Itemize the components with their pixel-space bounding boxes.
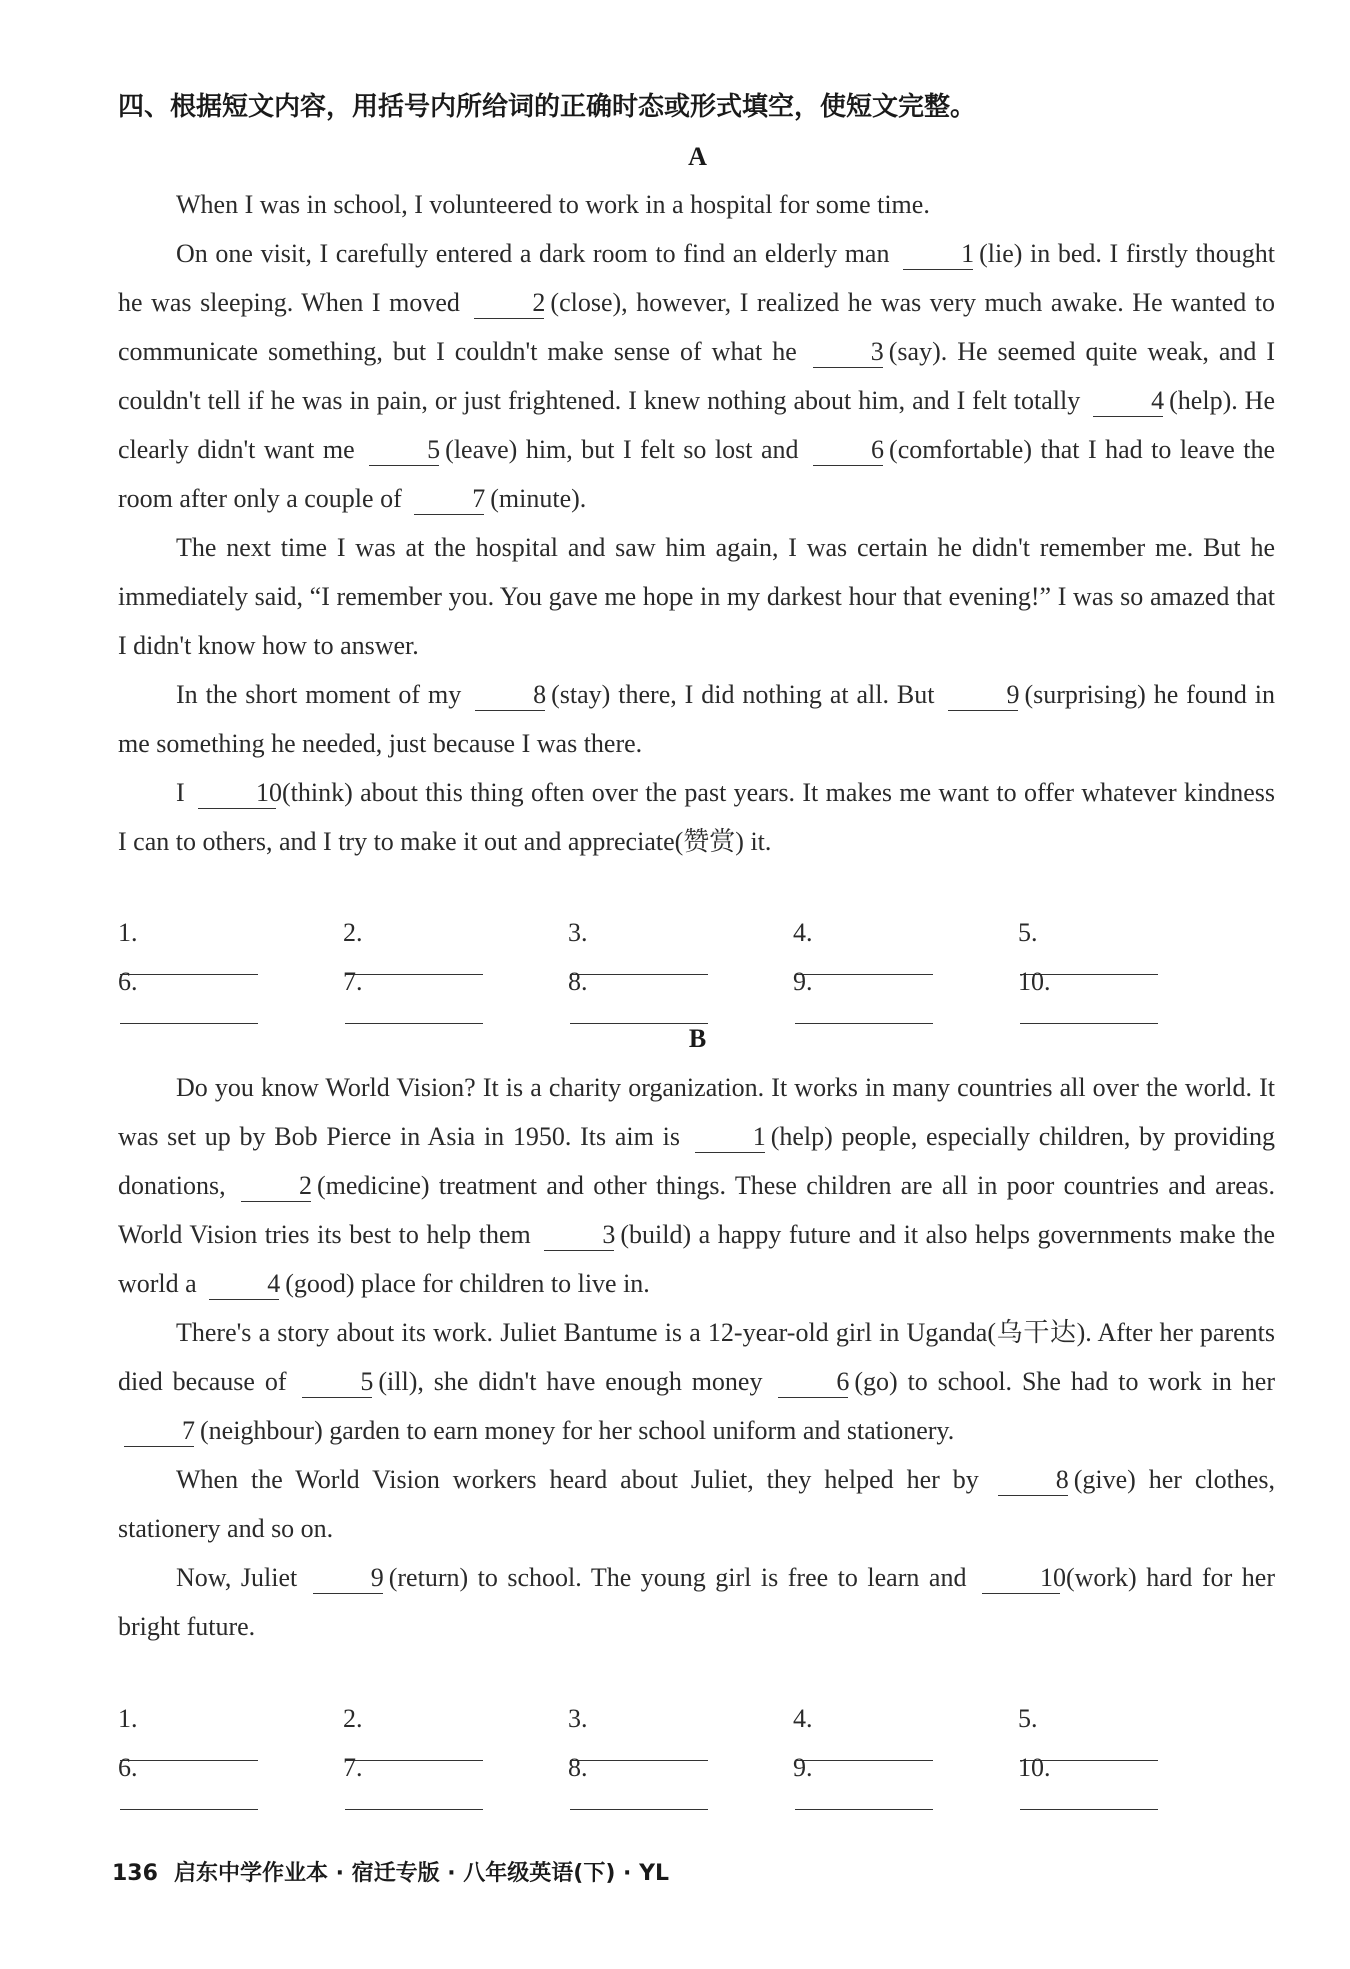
blank-number: 6 [778, 1367, 848, 1398]
answer-line[interactable] [1020, 1783, 1158, 1810]
passage-text: (go) to school. She had to work in her [854, 1367, 1275, 1396]
paragraph [118, 670, 1275, 768]
answer-item [1018, 967, 1158, 1031]
passage-text: (minute). [490, 484, 587, 513]
passage-text: (stay) there, I did nothing at all. But [551, 680, 943, 709]
passage-text: (lie) in bed. I firstly thought he was sleeping. When I moved [118, 239, 1275, 317]
paragraph [118, 180, 1275, 229]
answer-item [118, 1753, 258, 1817]
section-a-title: A [688, 142, 707, 171]
passage-a [118, 180, 1275, 866]
answer-number: 8. [568, 967, 588, 996]
answer-item [343, 1753, 483, 1817]
answer-item [343, 967, 483, 1031]
answer-number: 9. [793, 967, 813, 996]
blank-number: 3 [813, 337, 883, 368]
exercise-heading: 四、根据短文内容，用括号内所给词的正确时态或形式填空，使短文完整。 [118, 92, 977, 122]
page-footer [112, 1856, 669, 1887]
answer-number: 2. [343, 918, 363, 947]
blank-number: 5 [302, 1367, 372, 1398]
blank-number: 2 [474, 288, 544, 319]
passage-text: (close), however, I realized he was very much awake. He wanted to communicate something, but I couldn't make sense of what he [118, 288, 1275, 366]
passage-text: (help) people, especially children, by providing donations, [118, 1122, 1276, 1200]
passage-text: (work) hard for her bright future. [118, 1563, 1275, 1641]
answer-number: 9. [793, 1753, 813, 1782]
passage-text: (good) place for children to live in. [285, 1269, 650, 1298]
blank-number: 5 [369, 435, 439, 466]
blank-number: 2 [241, 1171, 311, 1202]
passage-text: (surprising) he found in me something he needed, just because I was there. [118, 680, 1276, 758]
blank-number: 8 [998, 1465, 1068, 1496]
blank-number: 10 [982, 1563, 1060, 1594]
answer-number: 10. [1018, 967, 1051, 996]
answer-line[interactable] [1020, 997, 1158, 1024]
answer-line[interactable] [345, 997, 483, 1024]
answer-number: 5. [1018, 1704, 1038, 1733]
answer-number: 2. [343, 1704, 363, 1733]
passage-text: (comfortable) that I had to leave the room after only a couple of [118, 435, 1275, 513]
answer-number: 8. [568, 1753, 588, 1782]
answer-line[interactable] [795, 1783, 933, 1810]
blank-number: 7 [414, 484, 484, 515]
answer-number: 4. [793, 918, 813, 947]
paragraph [118, 1063, 1275, 1308]
paragraph [118, 1455, 1275, 1553]
answer-line[interactable] [120, 1783, 258, 1810]
blank-number: 6 [813, 435, 883, 466]
passage-text: (ill), she didn't have enough money [378, 1367, 773, 1396]
passage-b [118, 1063, 1275, 1651]
blank-number: 4 [1093, 386, 1163, 417]
answer-number: 6. [118, 1753, 138, 1782]
passage-text: (neighbour) garden to earn money for her school uniform and stationery. [200, 1416, 955, 1445]
answer-item [793, 1753, 933, 1817]
answer-number: 1. [118, 918, 138, 947]
answer-number: 3. [568, 918, 588, 947]
answer-number: 10. [1018, 1753, 1051, 1782]
answer-item [118, 967, 258, 1031]
passage-text: When the World Vision workers heard about Juliet, they helped her by [176, 1465, 992, 1494]
answer-line[interactable] [345, 1783, 483, 1810]
blank-number: 8 [475, 680, 545, 711]
blank-number: 9 [948, 680, 1018, 711]
blank-number: 10 [198, 778, 276, 809]
passage-text: On one visit, I carefully entered a dark room to find an elderly man [176, 239, 898, 268]
passage-text: In the short moment of my [176, 680, 470, 709]
blank-number: 1 [695, 1122, 765, 1153]
answer-number: 1. [118, 1704, 138, 1733]
page-number: 136 [112, 1861, 158, 1886]
passage-text: The next time I was at the hospital and saw him again, I was certain he didn't remember me. But he immediately said, “I remember you. You gave me hope in my darkest hour that evening!” I was so amazed that I didn't know how to answer. [118, 533, 1275, 660]
blank-number: 3 [544, 1220, 614, 1251]
passage-text: Now, Juliet [176, 1563, 307, 1592]
answer-number: 5. [1018, 918, 1038, 947]
blank-number: 4 [209, 1269, 279, 1300]
answer-number: 6. [118, 967, 138, 996]
passage-text: There's a story about its work. Juliet Bantume is a 12-year-old girl in Uganda(乌干达). After her parents died because of [118, 1318, 1275, 1396]
passage-text: (build) a happy future and it also helps governments make the world a [118, 1220, 1276, 1298]
paragraph [118, 768, 1275, 866]
passage-text: Do you know World Vision? It is a charity organization. It works in many countries all over the world. It was set up by Bob Pierce in Asia in 1950. Its aim is [118, 1073, 1275, 1151]
answer-item [568, 1753, 708, 1817]
answer-item [1018, 1753, 1158, 1817]
answer-item [568, 967, 708, 1031]
answer-item [793, 967, 933, 1031]
answer-number: 7. [343, 967, 363, 996]
passage-text: (say). He seemed quite weak, and I couldn't tell if he was in pain, or just frightened. I knew nothing about him, and I felt totally [118, 337, 1276, 415]
passage-text: When I was in school, I volunteered to work in a hospital for some time. [176, 190, 930, 219]
paragraph [118, 1553, 1275, 1651]
blank-number: 7 [124, 1416, 194, 1447]
answer-line[interactable] [570, 997, 708, 1024]
answer-line[interactable] [795, 997, 933, 1024]
passage-text: (return) to school. The young girl is free to learn and [388, 1563, 976, 1592]
answer-line[interactable] [570, 1783, 708, 1810]
blank-number: 9 [313, 1563, 383, 1594]
paragraph [118, 523, 1275, 670]
answer-number: 7. [343, 1753, 363, 1782]
passage-text: I [176, 778, 193, 807]
book-title: 启东中学作业本 · 宿迁专版 · 八年级英语(下) · YL [173, 1861, 670, 1886]
paragraph [118, 1308, 1275, 1455]
passage-text: (medicine) treatment and other things. These children are all in poor countries and areas. World Vision tries its best to help them [118, 1171, 1276, 1249]
answer-number: 4. [793, 1704, 813, 1733]
blank-number: 1 [903, 239, 973, 270]
passage-text: (leave) him, but I felt so lost and [445, 435, 808, 464]
passage-text: (help). He clearly didn't want me [118, 386, 1275, 464]
answer-line[interactable] [120, 997, 258, 1024]
passage-text: (think) about this thing often over the past years. It makes me want to offer whatever kindness I can to others, and I try to make it out and appreciate(赞赏) it. [118, 778, 1275, 856]
section-b-title: B [688, 1024, 707, 1053]
answer-number: 3. [568, 1704, 588, 1733]
paragraph [118, 229, 1275, 523]
passage-text: (give) her clothes, stationery and so on. [118, 1465, 1275, 1543]
